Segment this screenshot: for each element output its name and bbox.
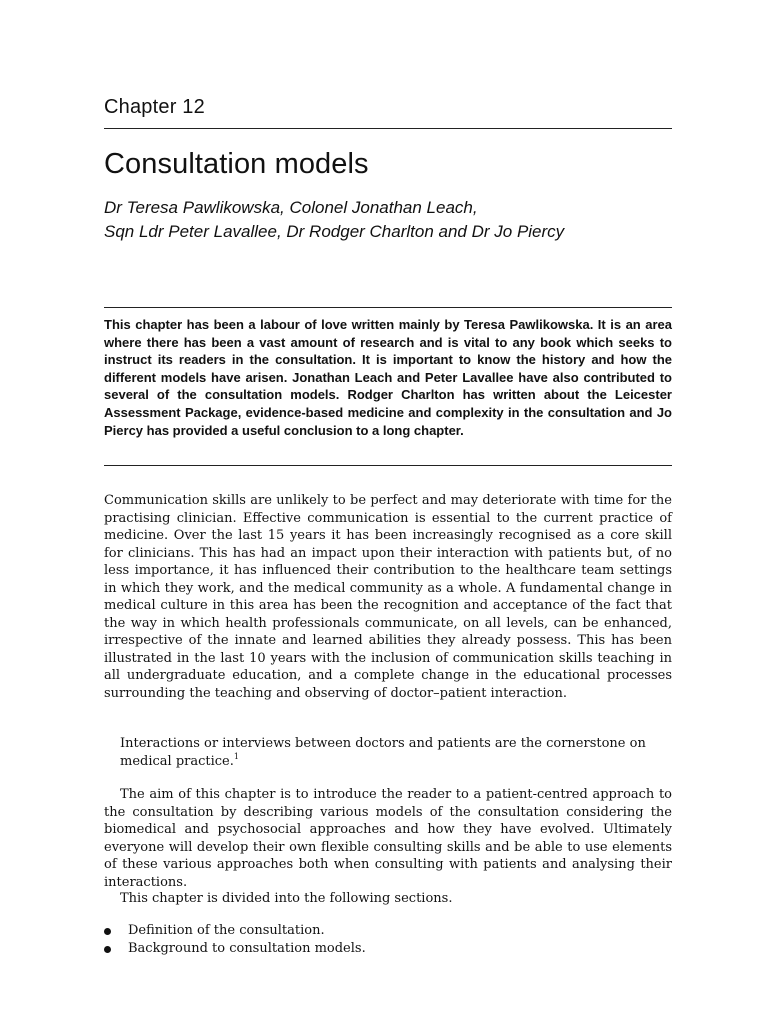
header-rule — [104, 128, 672, 129]
list-item — [104, 940, 672, 958]
authors-line-2: Sqn Ldr Peter Lavallee, Dr Rodger Charlton and Dr Jo Piercy — [104, 222, 565, 241]
body-paragraph-1: Communication skills are unlikely to be perfect and may deteriorate with time for the practising clinician. Effective communication is essential to the current practice of medicine. Over the last 15 years it has been increasingly recognised as a core skill for clinicians. This has had an impact upon their interaction with patients but, of no less importance, it has influenced their contribution to the healthcare team settings in which they work, and the medical community as a whole. A fundamental change in medical culture in this area has been the recognition and acceptance of the fact that the way in which health professionals communicate, on all levels, can be enhanced, irrespective of the innate and learned abilities they already possess. This has been illustrated in the last 10 years with the inclusion of communication skills teaching in all undergraduate education, and a complete change in the educational processes surrounding the teaching and observing of doctor–patient interaction. — [104, 493, 672, 701]
chapter-title: Consultation models — [104, 148, 369, 180]
chapter-authors — [104, 196, 564, 244]
list-item-text: Definition of the consultation. — [128, 923, 325, 938]
authors-line-1: Dr Teresa Pawlikowska, Colonel Jonathan Leach, — [104, 198, 478, 217]
section-list — [104, 922, 672, 957]
chapter-label: Chapter 12 — [104, 96, 205, 118]
abstract-top-rule — [104, 307, 672, 308]
bullet-icon — [104, 928, 111, 935]
body-paragraph-3: This chapter is divided into the following sections. — [120, 891, 453, 906]
block-quote-text: Interactions or interviews between doctors and patients are the cornerstone on medical practice. — [120, 736, 646, 769]
footnote-ref: 1 — [233, 751, 239, 761]
block-quote — [120, 735, 672, 770]
bullet-icon — [104, 946, 111, 953]
list-item-text: Background to consultation models. — [128, 940, 366, 956]
list-item — [104, 922, 672, 940]
body-paragraph-2: The aim of this chapter is to introduce the reader to a patient-centred approach to the consultation by describing various models of the consultation considering the biomedical and psychosocial approaches and how they have evolved. Ultimately everyone will develop their own flexible consulting skills and be able to use elements of these various approaches both when consulting with patients and analysing their interactions. — [104, 787, 672, 890]
abstract-bottom-rule — [104, 465, 672, 466]
chapter-abstract: This chapter has been a labour of love written mainly by Teresa Pawlikowska. It is an area where there has been a vast amount of research and is vital to any book which seeks to instruct its readers in the consultation. It is important to know the history and how the different models have arisen. Jonathan Leach and Peter Lavallee have also contributed to several of the consultation models. Rodger Charlton has written about the Leicester Assessment Package, evidence-based medicine and complexity in the consultation and Jo Piercy has provided a useful conclusion to a long chapter. — [104, 317, 672, 438]
